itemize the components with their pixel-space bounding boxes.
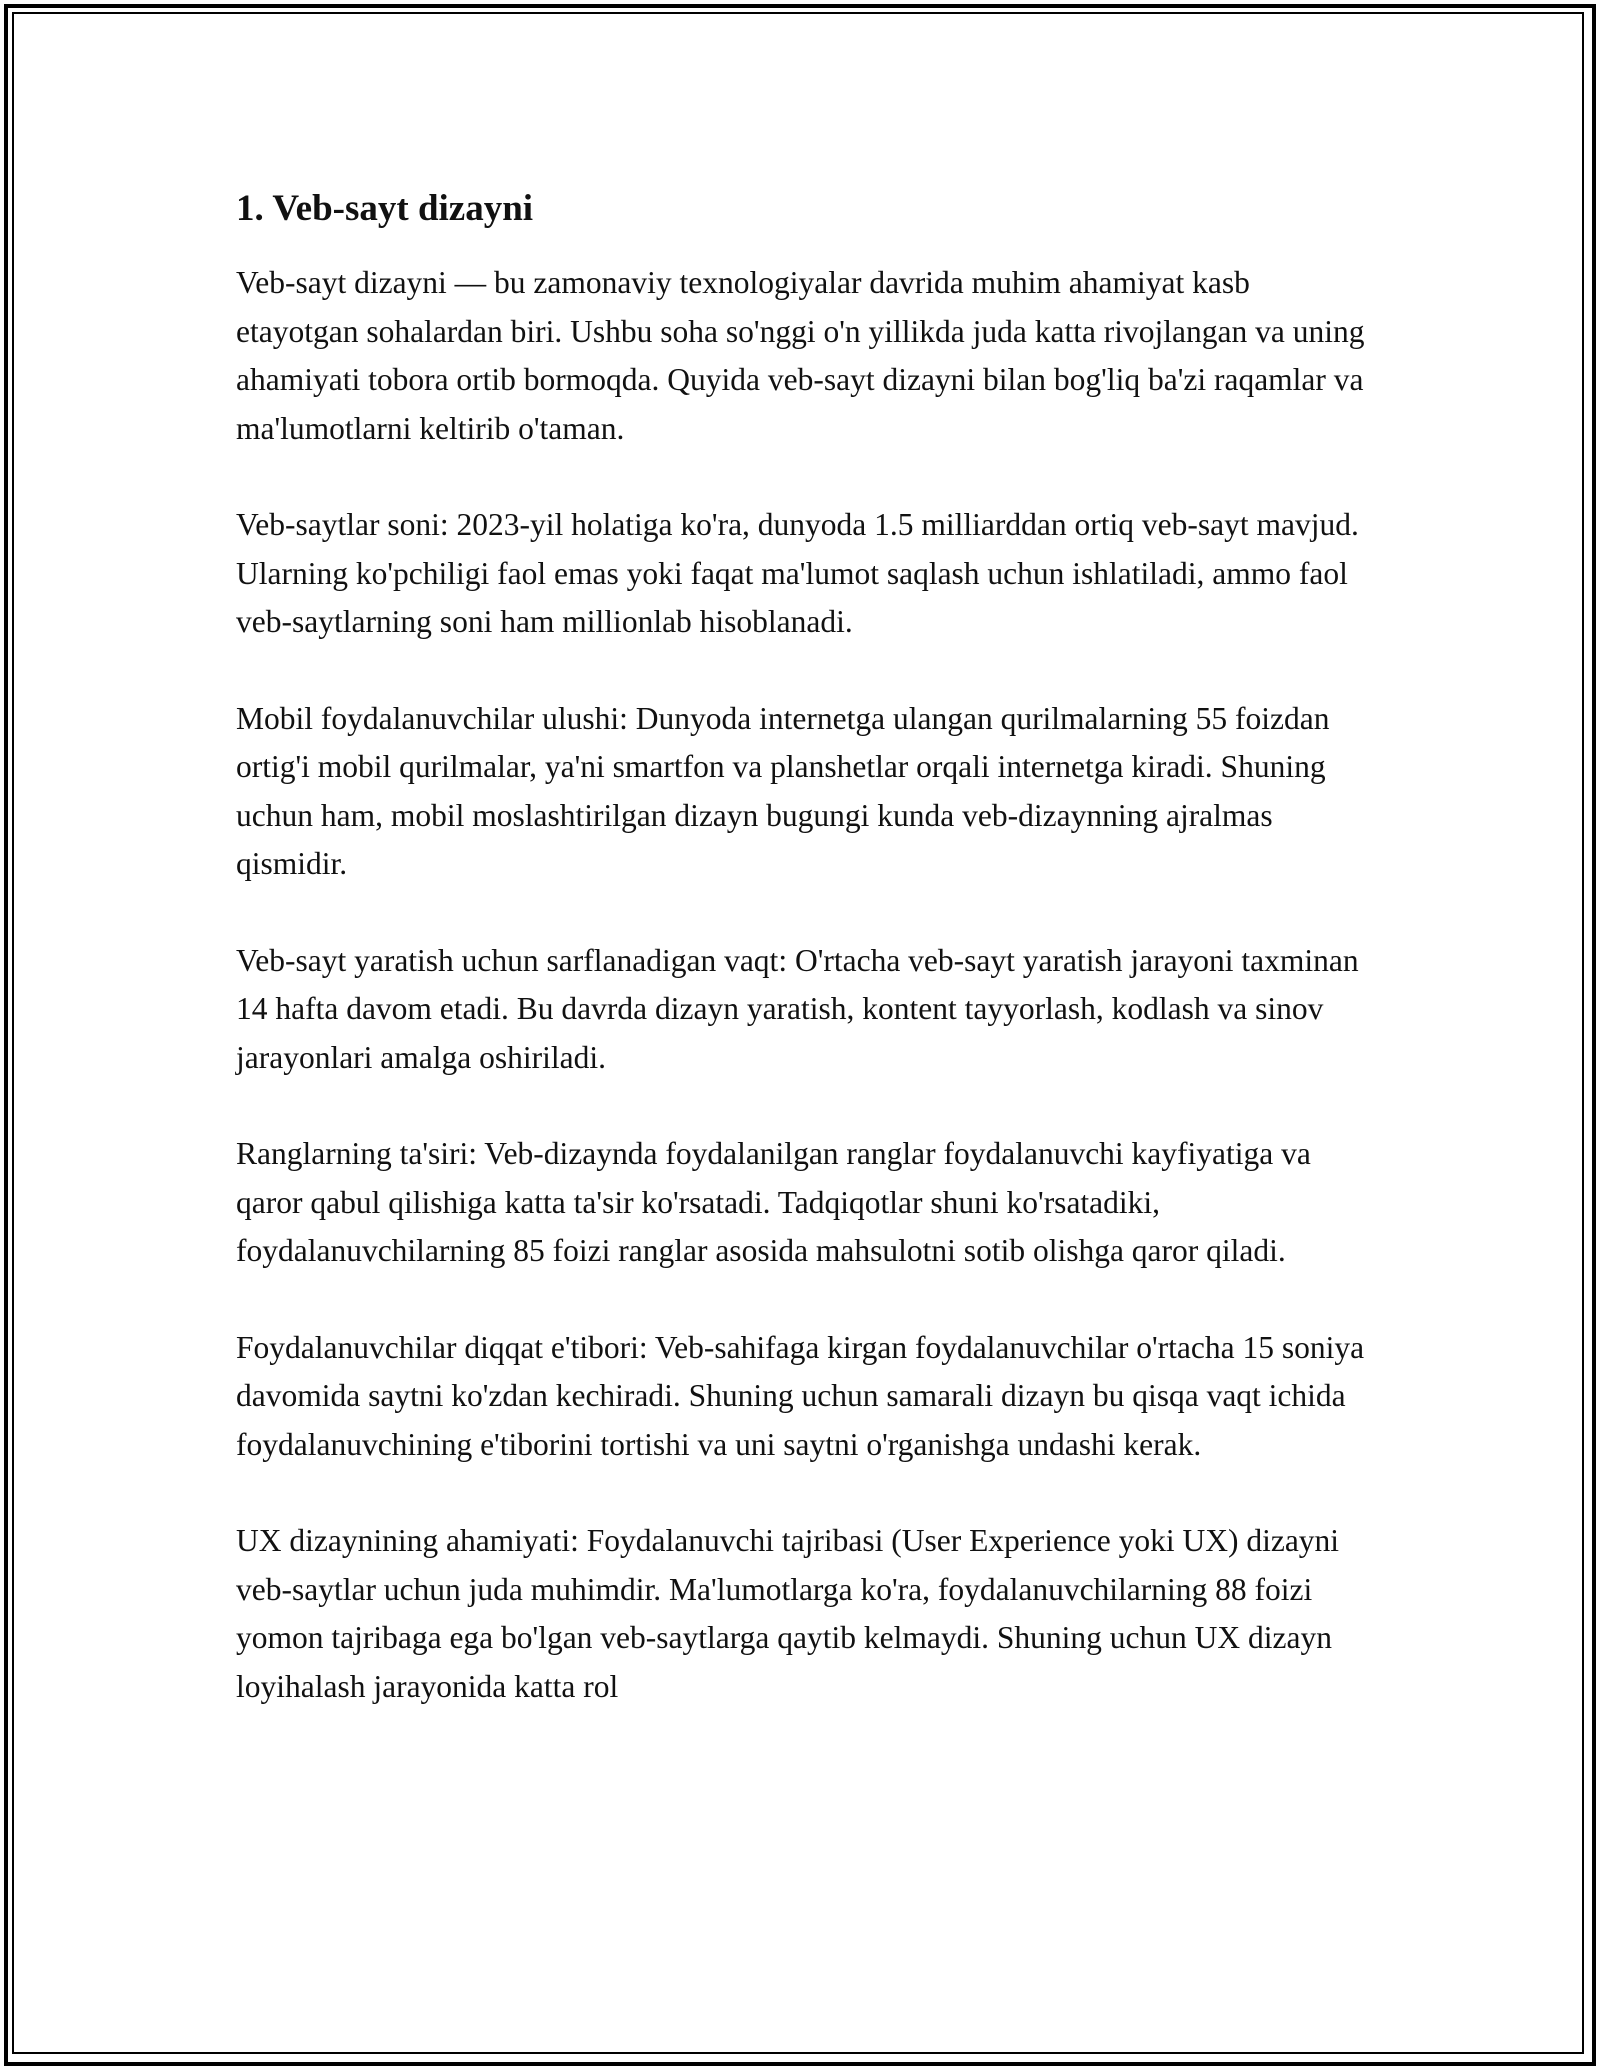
websites-count-paragraph: Veb-saytlar soni: 2023-yil holatiga ko'ra, dunyoda 1.5 milliarddan ortiq veb-sayt mavjud. Ularning ko'pchiligi faol emas yoki faqat ma'lumot saqlash uchun ishlatiladi, ammo faol veb-saytlarning soni ham millionlab hisoblanadi.: [236, 507, 1359, 639]
colors-impact-paragraph: Ranglarning ta'siri: Veb-dizaynda foydalanilgan ranglar foydalanuvchi kayfiyatiga va qaror qabul qilishiga katta ta'sir ko'rsatadi. Tadqiqotlar shuni ko'rsatadiki, foydalanuvchilarning 85 foizi ranglar asosida mahsulotni sotib olishga qaror qiladi.: [236, 1136, 1311, 1268]
intro-paragraph: Veb-sayt dizayni — bu zamonaviy texnologiyalar davrida muhim ahamiyat kasb etayotgan sohalardan biri. Ushbu soha so'nggi o'n yillikda juda katta rivojlangan va uning ahamiyati tobora ortib bormoqda. Quyida veb-sayt dizayni bilan bog'liq ba'zi raqamlar va ma'lumotlarni keltirib o'taman.: [236, 265, 1365, 446]
mobile-users-paragraph: Mobil foydalanuvchilar ulushi: Dunyoda internetga ulangan qurilmalarning 55 foizdan ortig'i mobil qurilmalar, ya'ni smartfon va planshetlar orqali internetga kiradi. Shuning uchun ham, mobil moslashtirilgan dizayn bugungi kunda veb-dizaynning ajralmas qismidir.: [236, 700, 1330, 881]
creation-time-paragraph: Veb-sayt yaratish uchun sarflanadigan vaqt: O'rtacha veb-sayt yaratish jarayoni taxminan 14 hafta davom etadi. Bu davrda dizayn yaratish, kontent tayyorlash, kodlash va sinov jarayonlari amalga oshiriladi.: [236, 942, 1359, 1075]
user-attention-paragraph: Foydalanuvchilar diqqat e'tibori: Veb-sahifaga kirgan foydalanuvchilar o'rtacha 15 soniya davomida saytni ko'zdan kechiradi. Shuning uchun samarali dizayn bu qisqa vaqt ichida foydalanuvchining e'tiborini tortishi va uni saytni o'rganishga undashi kerak.: [236, 1329, 1365, 1462]
section-heading: 1. Veb-sayt dizayni: [236, 188, 534, 229]
ux-importance-paragraph: UX dizaynining ahamiyati: Foydalanuvchi tajribasi (User Experience yoki UX) dizayni veb-saytlar uchun juda muhimdir. Ma'lumotlarga ko'ra, foydalanuvchilarning 88 foizi yomon tajribaga ega bo'lgan veb-saytlarga qaytib kelmaydi. Shuning uchun UX dizayn loyihalash jarayonida katta rol: [236, 1523, 1340, 1704]
document-body: [236, 185, 1376, 1759]
